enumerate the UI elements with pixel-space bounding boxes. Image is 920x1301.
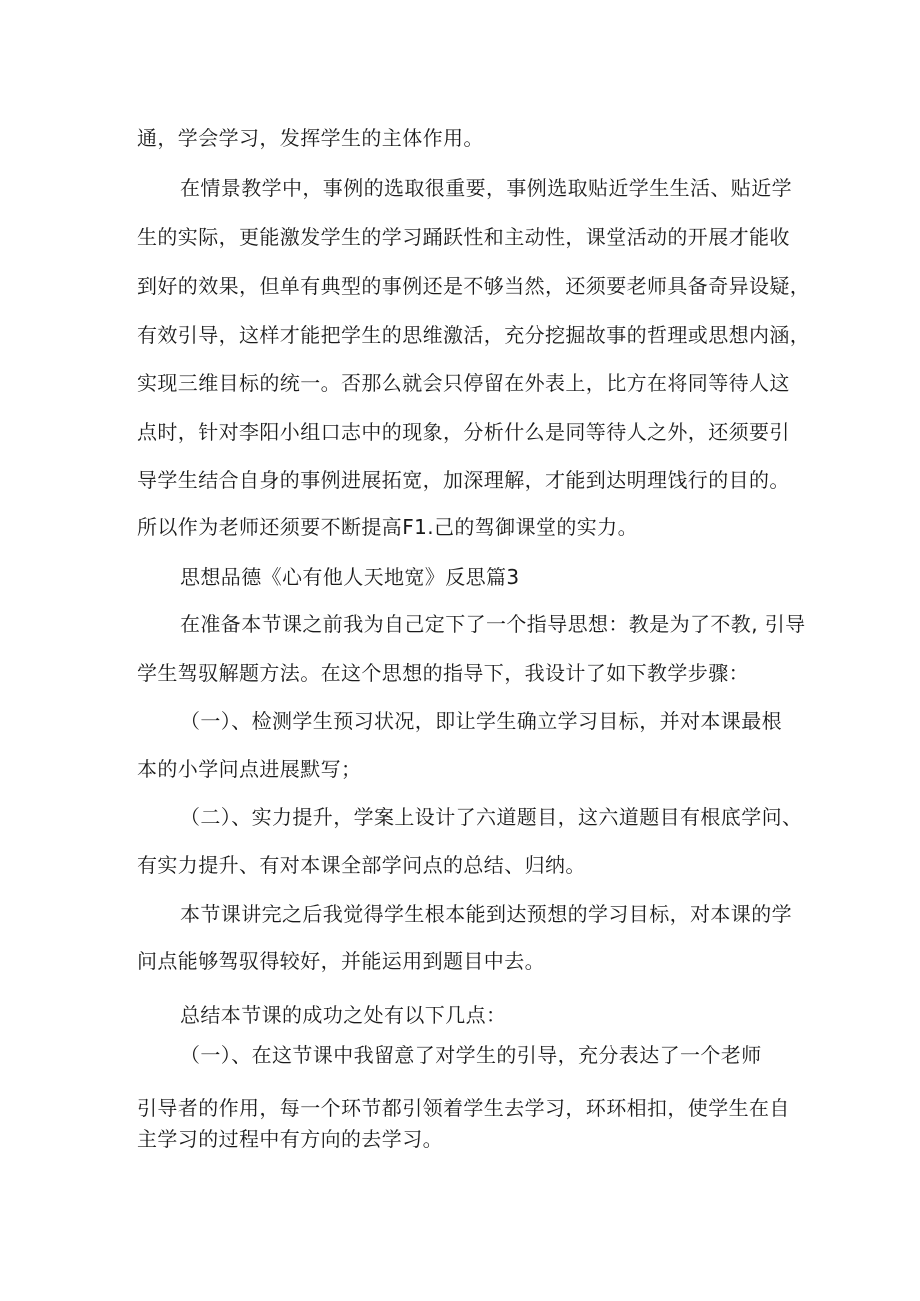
paragraph-line: 到好的效果，但单有典型的事例还是不够当然，还须要老师具备奇异设疑， xyxy=(137,274,811,298)
list-item-line: （一）、检测学生预习状况，即让学生确立学习目标，并对本课最根 xyxy=(180,709,782,733)
section-heading: 思想品德《心有他人天地宽》反思篇3 xyxy=(180,565,520,589)
paragraph-line: 问点能够驾驭得较好，并能运用到题目中去。 xyxy=(137,949,545,973)
paragraph-line: 所以作为老师还须要不断提高F1.己的驾御课堂的实力。 xyxy=(137,515,638,539)
paragraph-line: 通，学会学习，发挥学生的主体作用。 xyxy=(137,126,484,150)
paragraph-line: 导学生结合自身的事例进展拓宽，加深理解，才能到达明理饯行的目的。 xyxy=(137,468,790,492)
list-item-line: （一）、在这节课中我留意了对学生的引导，充分表达了一个老师 xyxy=(180,1043,762,1067)
paragraph-line: 有效引导，这样才能把学生的思维激活，充分挖掘故事的哲理或思想内涵， xyxy=(137,323,811,347)
paragraph-line: 学生驾驭解题方法。在这个思想的指导下，我设计了如下教学步骤： xyxy=(137,661,749,685)
list-item-line: 本的小学问点进展默写； xyxy=(137,757,362,781)
paragraph-line: 实现三维目标的统一。否那么就会只停留在外表上，比方在将同等待人这 xyxy=(137,371,790,395)
paragraph-line: 在准备本节课之前我为自己定下了一个指导思想：教是为了不教, 引导 xyxy=(180,612,806,636)
paragraph-line: 总结本节课的成功之处有以下几点： xyxy=(180,1003,507,1027)
list-item-line: （二）、实力提升，学案上设计了六道题目，这六道题目有根底学问、 xyxy=(180,805,803,829)
list-item-line: 主学习的过程中有方向的去学习。 xyxy=(137,1127,443,1151)
list-item-line: 有实力提升、有对本课全部学问点的总结、归纳。 xyxy=(137,853,586,877)
paragraph-line: 本节课讲完之后我觉得学生根本能到达预想的学习目标，对本课的学 xyxy=(180,902,792,926)
paragraph-line: 点时，针对李阳小组口志中的现象，分析什么是同等待人之外，还须要引 xyxy=(137,420,790,444)
paragraph-line: 生的实际，更能激发学生的学习踊跃性和主动性，课堂活动的开展才能收 xyxy=(137,225,790,249)
paragraph-line: 在情景教学中，事例的选取很重要，事例选取贴近学生生活、贴近学 xyxy=(180,176,792,200)
list-item-line: 引导者的作用，每一个环节都引领着学生去学习，环环相扣，使学生在自 xyxy=(137,1096,790,1120)
